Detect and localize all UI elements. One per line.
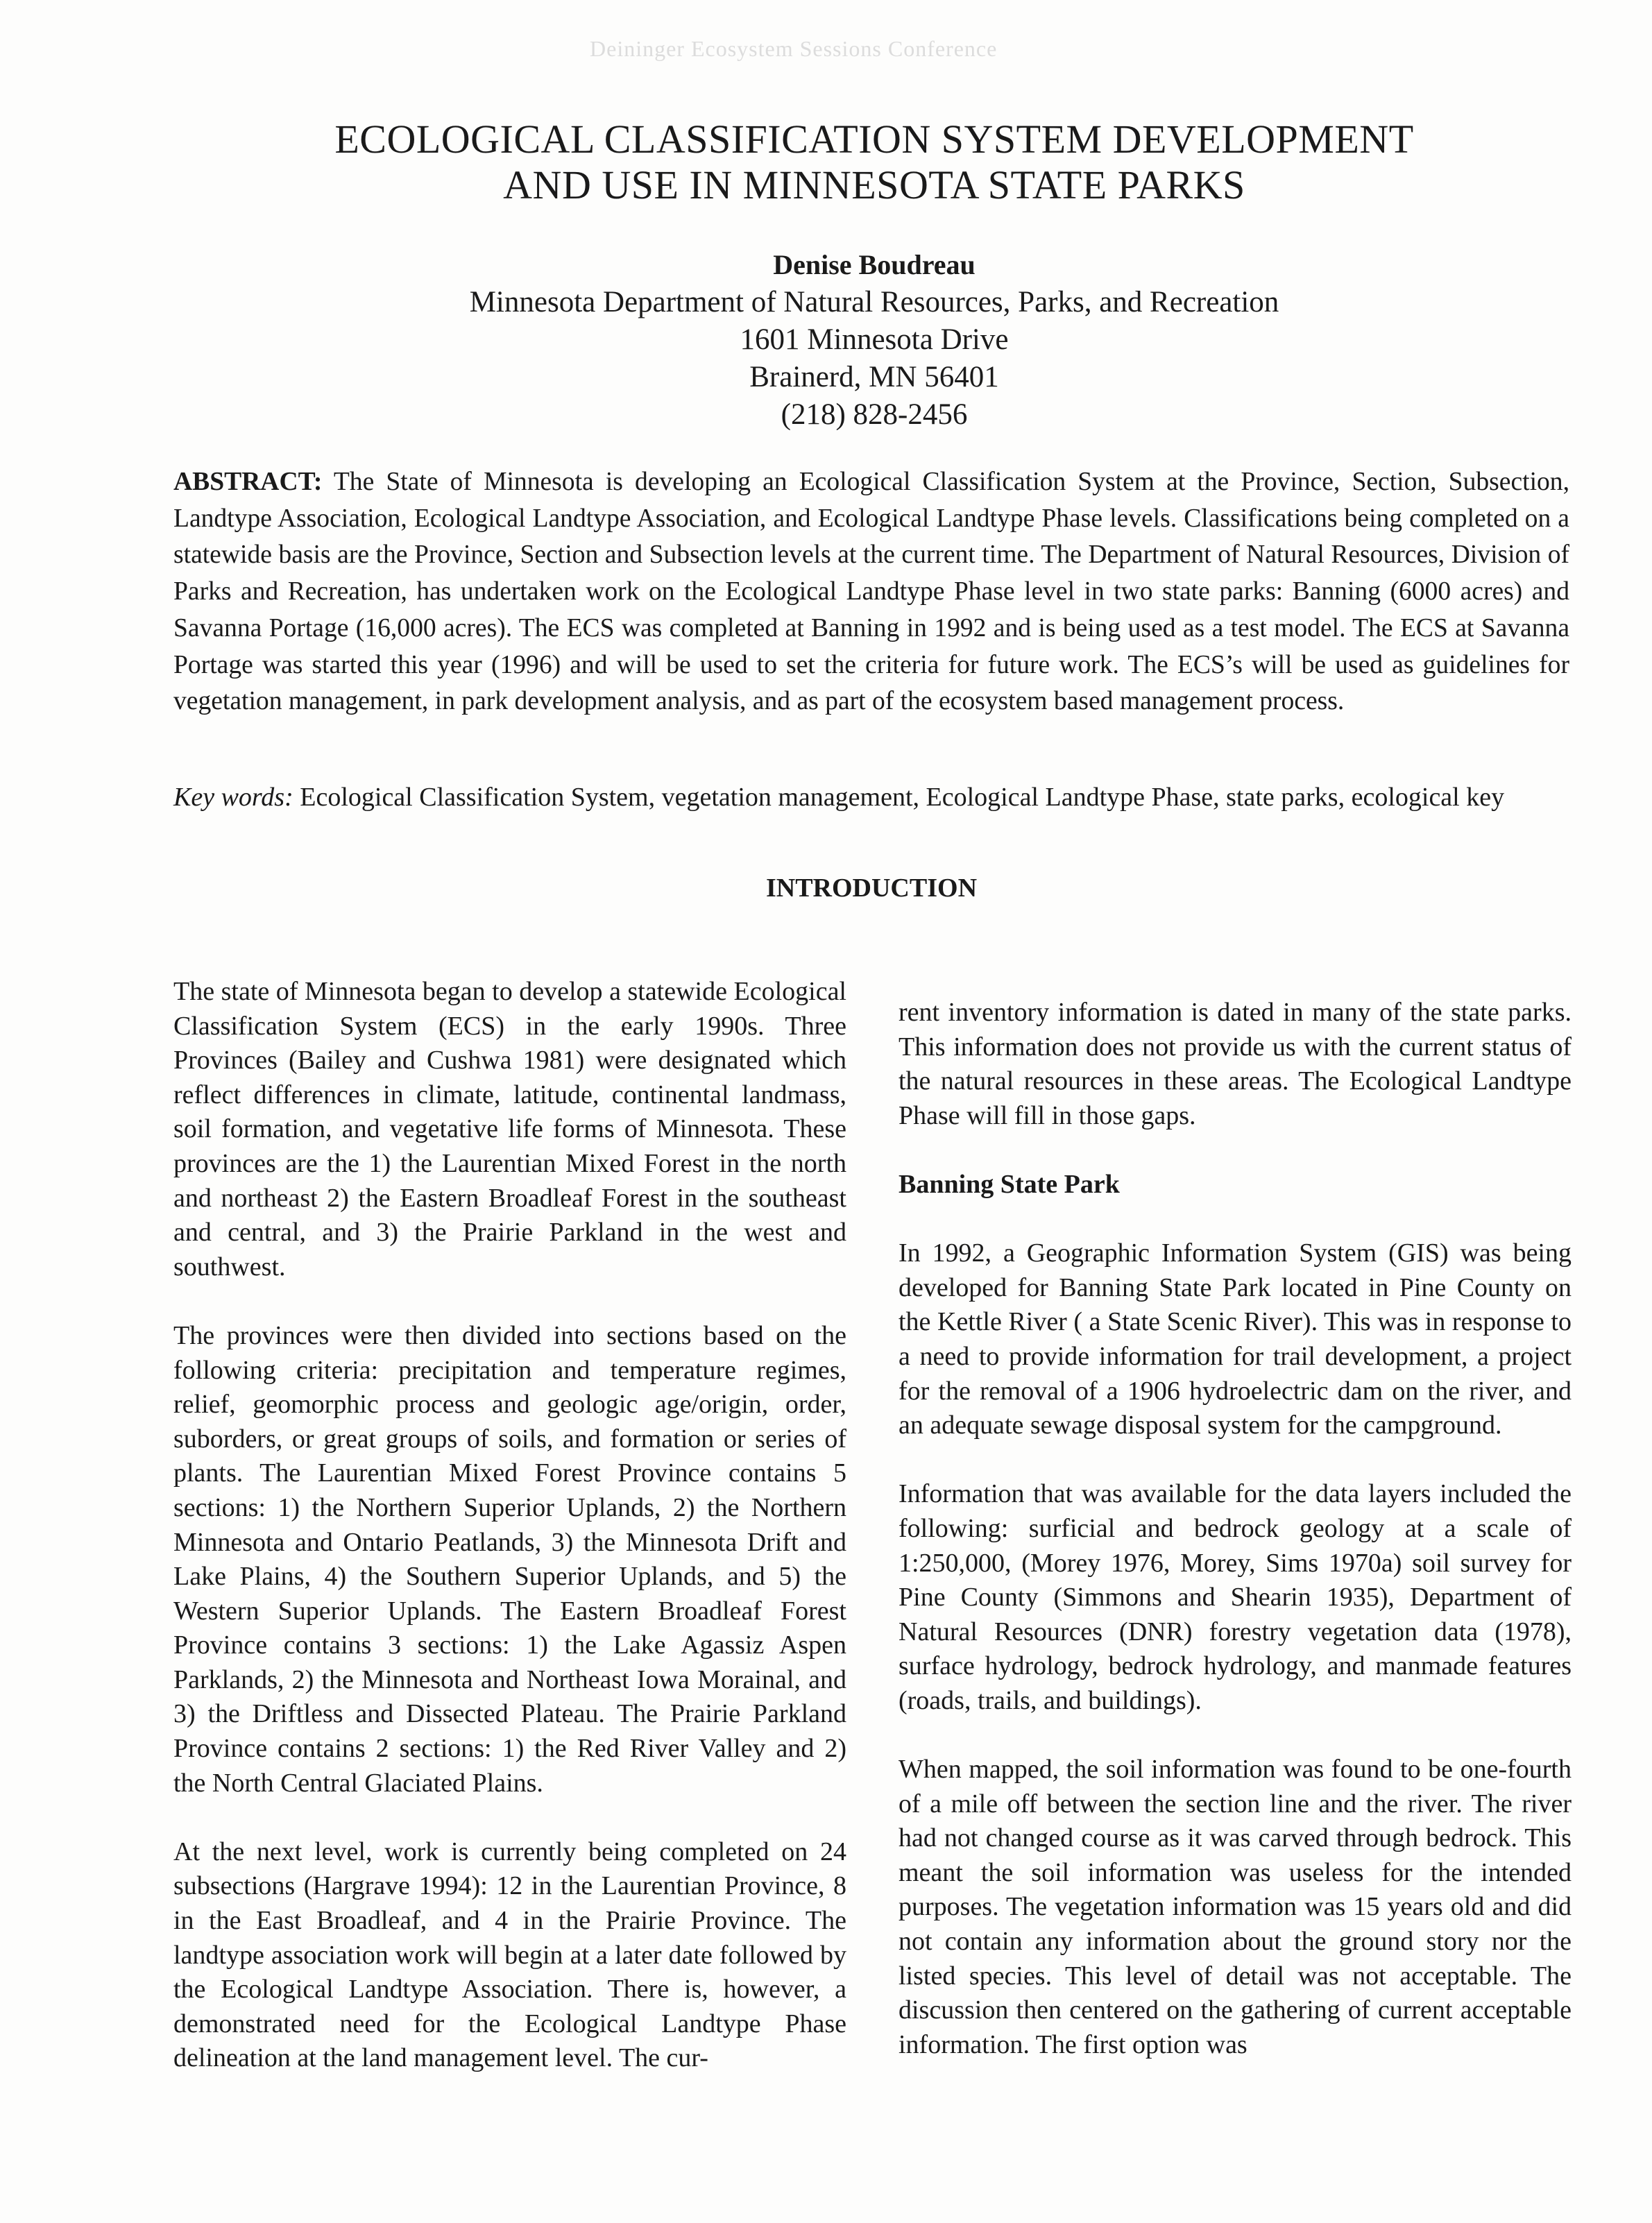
paragraph: In 1992, a Geographic Information System (GIS) was being developed for Banning State Park located in Pine County on the Kettle River ( a State Scenic River). This was in response to a need to provide information for trail development, a project for the removal of a 1906 hydroelectric dam on the river, and an adequate sewage disposal system for the campground. [899, 1238, 1572, 1440]
title-line-1: ECOLOGICAL CLASSIFICATION SYSTEM DEVELOPMENT [334, 117, 1414, 162]
paper-title [208, 117, 1540, 208]
abstract-text: The State of Minnesota is developing an Ecological Classification System at the Province, Section, Subsection, Landtype Association, Ecological Landtype Association, and Ecological Landtype Phase levels. Classifications being completed on a statewide basis are the Province, Section and Subsection levels at the current time. The Department of Natural Resources, Division of Parks and Recreation, has undertaken work on the Ecological Landtype Phase level in two state parks: Banning (6000 acres) and Savanna Portage (16,000 acres). The ECS was completed at Banning in 1992 and is being used as a test model. The ECS at Savanna Portage was started this year (1996) and will be used to set the criteria for future work. The ECS’s will be used as guidelines for vegetation management, in park development analysis, and as part of the ecosystem based management process. [173, 468, 1569, 716]
author-block [208, 246, 1540, 434]
paragraph: When mapped, the soil information was found to be one-fourth of a mile off between the section line and the river. The river had not changed course as it was carved through bedrock. This meant the soil information was useless for the intended purposes. The vegetation information was 15 years old and did not contain any information about the ground story nor the listed species. This level of detail was not acceptable. The discussion then centered on the gathering of current acceptable information. The first option was [899, 1755, 1572, 2059]
paragraph: rent inventory information is dated in many of the state parks. This information does not provide us with the current status of the natural resources in these areas. The Ecological Landtype Phase will fill in those gaps. [899, 998, 1572, 1130]
left-column [173, 975, 846, 2111]
paragraph: Information that was available for the data layers included the following: surficial and bedrock geology at a scale of 1:250,000, (Morey 1976, Morey, Sims 1970a) soil survey for Pine County (Simmons and Shearin 1935), Department of Natural Resources (DNR) forestry vegetation data (1978), surface hydrology, bedrock hydrology, and manmade features (roads, trails, and buildings). [899, 1479, 1572, 1715]
keywords-text: Ecological Classification System, vegetation management, Ecological Landtype Phase, state parks, ecological key [300, 783, 1505, 812]
running-header: Deininger Ecosystem Sessions Conference [590, 36, 998, 61]
keywords-label: Key words: [173, 783, 293, 812]
abstract [173, 464, 1569, 720]
author-city: Brainerd, MN 56401 [749, 361, 999, 393]
author-street: 1601 Minnesota Drive [740, 323, 1009, 356]
title-line-2: AND USE IN MINNESOTA STATE PARKS [503, 162, 1245, 207]
paragraph: At the next level, work is currently being completed on 24 subsections (Hargrave 1994): 12 in the Laurentian Province, 8 in the East Broadleaf, and 4 in the Prairie Province. The landtype association work will begin at a later date followed by the Ecological Landtype Association. There is, however, a demonstrated need for the Ecological Landtype Phase delineation at the land management level. The cur- [173, 1837, 846, 2073]
author-phone: (218) 828-2456 [781, 398, 968, 431]
keywords [173, 779, 1569, 816]
author-org: Minnesota Department of Natural Resources, Parks, and Recreation [469, 286, 1279, 318]
author-name: Denise Boudreau [773, 249, 976, 280]
right-column [899, 996, 1572, 2097]
paragraph: The provinces were then divided into sections based on the following criteria: precipitation and temperature regimes, relief, geomorphic process and geologic age/origin, order, suborders, or great groups of soils, and formation or series of plants. The Laurentian Mixed Forest Province contains 5 sections: 1) the Northern Superior Uplands, 2) the Northern Minnesota and Ontario Peatlands, 3) the Minnesota Drift and Lake Plains, 4) the Southern Superior Uplands, and 5) the Western Superior Uplands. The Eastern Broadleaf Forest Province contains 3 sections: 1) the Lake Agassiz Aspen Parklands, 2) the Minnesota and Northeast Iowa Morainal, and 3) the Driftless and Dissected Plateau. The Prairie Parkland Province contains 2 sections: 1) the Red River Valley and 2) the North Central Glaciated Plains. [173, 1320, 846, 1798]
abstract-label: ABSTRACT: [173, 468, 323, 496]
paragraph: The state of Minnesota began to develop a statewide Ecological Classification System (ECS) in the early 1990s. Three Provinces (Bailey and Cushwa 1981) were designated which reflect differences in climate, latitude, continental landmass, soil formation, and vegetative life forms of Minnesota. These provinces are the 1) the Laurentian Mixed Forest in the north and northeast 2) the Eastern Broadleaf Forest in the southeast and central, and 3) the Prairie Parkland in the west and southwest. [173, 977, 846, 1281]
subheading-banning-state-park: Banning State Park [899, 1169, 1120, 1199]
introduction-heading: INTRODUCTION [765, 874, 978, 903]
